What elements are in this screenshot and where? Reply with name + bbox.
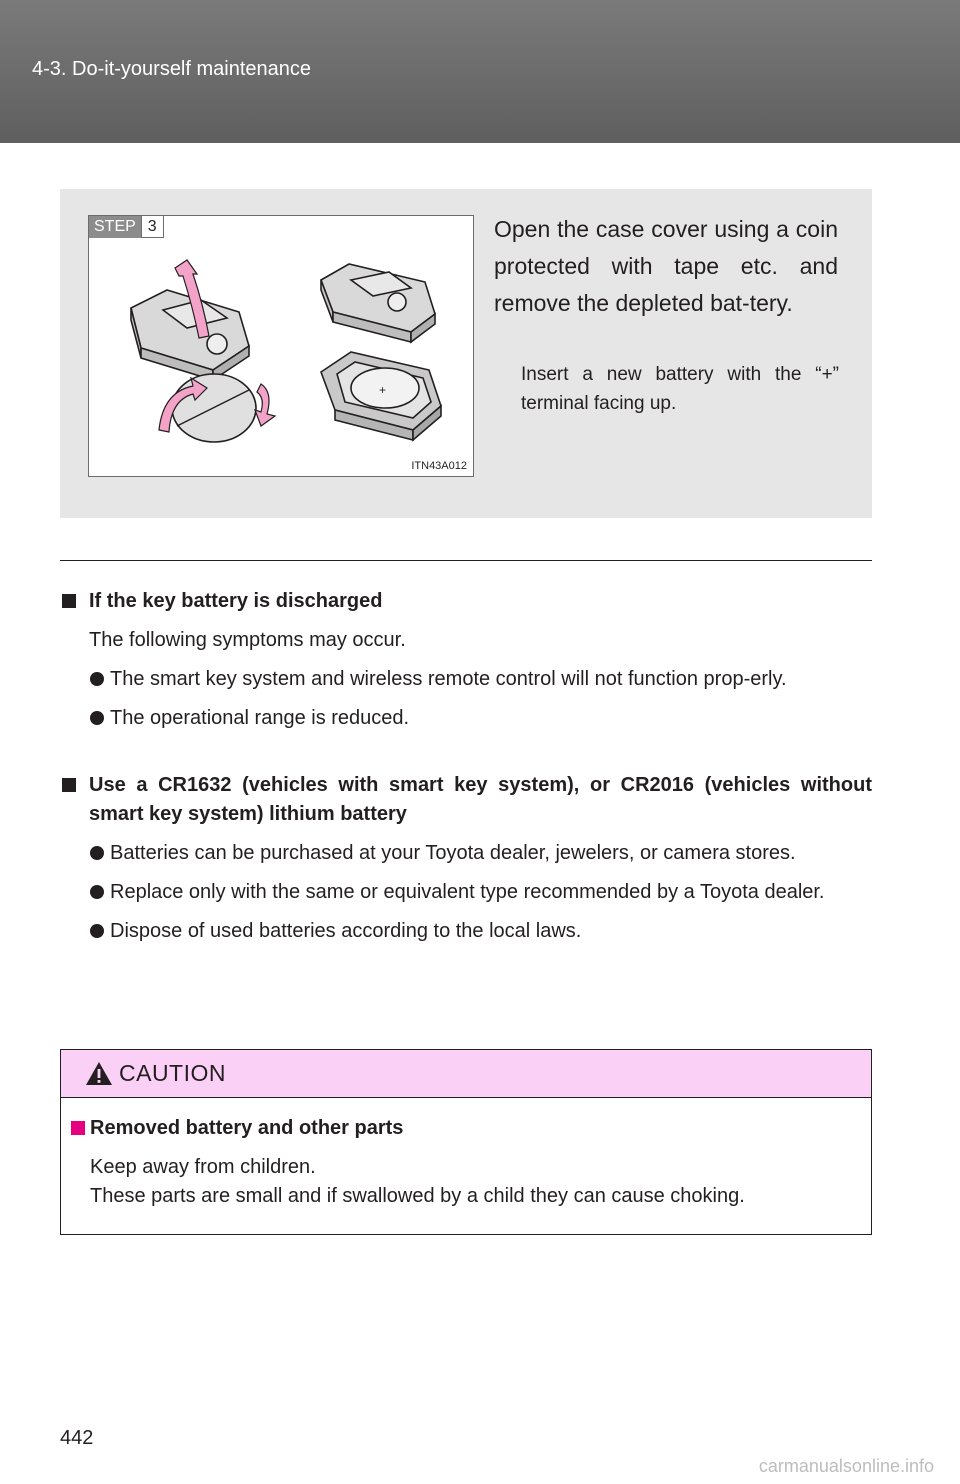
figure-code: ITN43A012 <box>411 460 467 472</box>
bullet-dot-icon <box>90 885 104 899</box>
square-bullet-icon <box>71 1121 85 1135</box>
bullet-dot-icon <box>90 924 104 938</box>
caution-box <box>60 1049 872 1235</box>
square-bullet-icon <box>62 778 76 792</box>
section-heading: Use a CR1632 (vehicles with smart key system), or CR2016 (vehicles without smart key system) lithium battery <box>60 771 872 829</box>
right-key-case <box>321 264 435 342</box>
step-note: Insert a new battery with the “+” terminal facing up. <box>521 364 839 414</box>
svg-text:+: + <box>379 383 387 397</box>
watermark: carmanualsonline.info <box>758 1456 934 1476</box>
list-item: The operational range is reduced. <box>60 704 872 733</box>
caution-title: CAUTION <box>119 1060 226 1086</box>
caution-body <box>61 1114 871 1211</box>
section-divider <box>60 560 872 561</box>
list-item: Dispose of used batteries according to the local laws. <box>60 917 872 946</box>
caution-text: Keep away from children. These parts are small and if swallowed by a child they can cause choking. <box>90 1156 745 1207</box>
list-item: The smart key system and wireless remote control will not function prop-erly. <box>60 665 872 694</box>
left-key-case <box>131 290 249 380</box>
bullet-dot-icon <box>90 711 104 725</box>
step-illustration <box>88 215 474 477</box>
page-header <box>0 0 960 143</box>
bullet-dot-icon <box>90 672 104 686</box>
page-number: 442 <box>60 1427 94 1449</box>
list-item: Replace only with the same or equivalent type recommended by a Toyota dealer. <box>60 878 872 907</box>
list-item: Batteries can be purchased at your Toyota dealer, jewelers, or camera stores. <box>60 839 872 868</box>
warning-triangle-icon <box>85 1061 113 1086</box>
caution-heading: Removed battery and other parts <box>61 1114 871 1143</box>
step-number: 3 <box>141 216 164 238</box>
square-bullet-icon <box>62 594 76 608</box>
step-panel <box>60 189 872 518</box>
caution-header <box>61 1050 871 1098</box>
step-badge <box>89 216 164 238</box>
section-heading: If the key battery is discharged <box>60 587 872 616</box>
bullet-dot-icon <box>90 846 104 860</box>
key-battery-illustration <box>89 216 473 476</box>
section-key-battery-discharged <box>60 587 872 733</box>
step-instruction: Open the case cover using a coin protected with tape etc. and remove the depleted bat-tery. <box>494 216 838 316</box>
step-label: STEP <box>89 216 141 238</box>
battery-disc <box>172 374 256 442</box>
section-battery-type <box>60 771 872 946</box>
section-title: 4-3. Do-it-yourself maintenance <box>32 58 312 80</box>
open-case-base <box>321 352 441 440</box>
section-intro: The following symptoms may occur. <box>89 629 406 651</box>
